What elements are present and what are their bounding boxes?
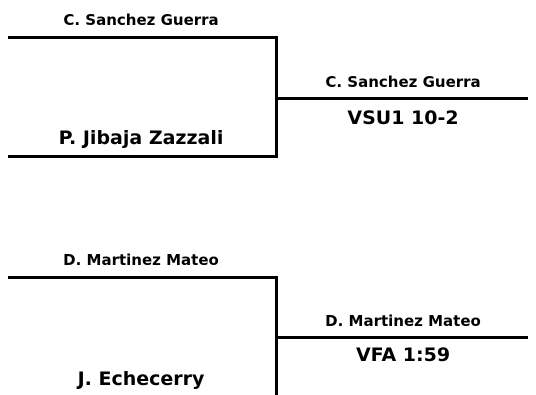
bracket-2-winner: D. Martinez Mateo: [325, 312, 481, 330]
bracket-2-bottom-player: J. Echecerry: [77, 368, 205, 390]
bracket-2-top-player-line: [8, 276, 278, 279]
bracket-1-winner-line: [275, 97, 528, 100]
bracket-2-top-player: D. Martinez Mateo: [63, 251, 219, 269]
bracket-1-top-player: C. Sanchez Guerra: [63, 11, 219, 29]
bracket-1-top-player-line: [8, 36, 278, 39]
bracket-1-bottom-player: P. Jibaja Zazzali: [58, 127, 224, 149]
bracket-2-winner-line: [275, 336, 528, 339]
bracket-1-bottom-player-line: [8, 155, 278, 158]
bracket-1-winner: C. Sanchez Guerra: [325, 73, 481, 91]
bracket-2-result: VFA 1:59: [355, 344, 451, 366]
bracket-1-result: VSU1 10-2: [347, 107, 459, 129]
